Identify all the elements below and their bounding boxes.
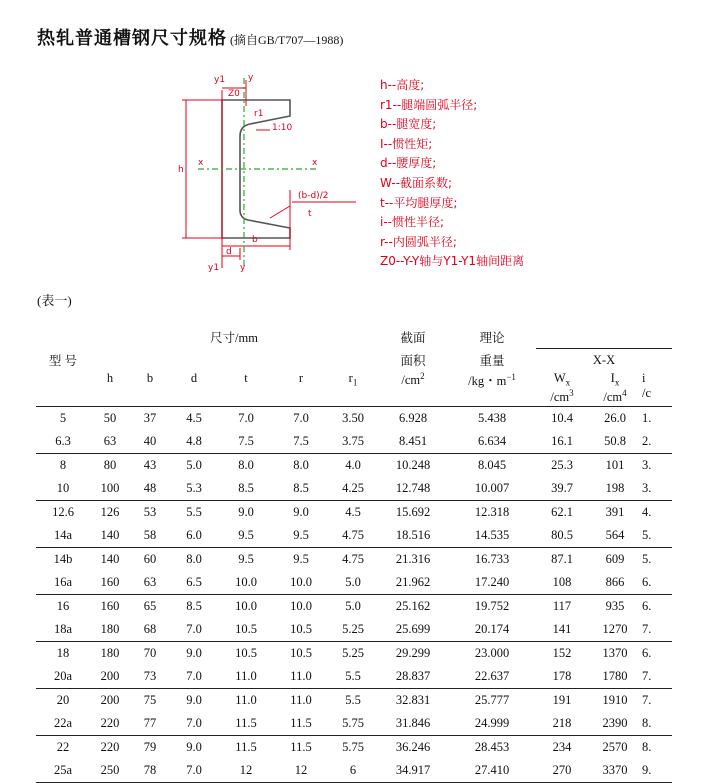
cell-t: 10.5: [235, 646, 257, 660]
header-area-unit: $/cm^2$: [378, 371, 448, 407]
cell-t: 9.5: [238, 552, 254, 566]
cell-h: 200: [100, 693, 120, 707]
cell-area: 18.516: [378, 524, 448, 548]
cell-wx: 218: [536, 712, 588, 736]
cell-r: 12: [274, 759, 328, 783]
cell-r: 11.0: [290, 693, 312, 707]
cell-h: 50: [103, 411, 117, 425]
cell-ix: 1910: [602, 693, 628, 707]
cell-r1: 5.5: [345, 693, 361, 707]
cell-model: 22: [56, 740, 70, 754]
cell-ix: 391: [605, 505, 625, 519]
cell-r: 11.5: [274, 712, 328, 736]
legend-item: Z0--Y-Y轴与Y1-Y1轴间距离: [380, 254, 525, 269]
label-y-bottom: y: [240, 263, 246, 272]
cell-wx: 16.1: [536, 430, 588, 454]
cell-ix: 609: [605, 552, 625, 566]
cell-r: 7.0: [293, 411, 309, 425]
cell-h: 160: [100, 599, 120, 613]
cell-weight: 5.438: [477, 411, 507, 425]
cell-model: 18: [56, 646, 70, 660]
cell-r1: 6: [328, 759, 378, 783]
label-b: b: [252, 235, 258, 245]
cell-r1: 5.0: [345, 599, 361, 613]
cell-ix: 1370: [602, 646, 628, 660]
legend-item: h--高度;: [380, 78, 425, 92]
cell-ix-radius: 4.: [642, 505, 652, 519]
cell-wx: 234: [552, 740, 572, 754]
cell-d: 8.0: [186, 552, 202, 566]
cell-b: 43: [143, 458, 157, 472]
cell-area: 36.246: [395, 740, 431, 754]
cell-d: 7.0: [170, 665, 218, 689]
cell-ix: 935: [605, 599, 625, 613]
cell-d: 9.0: [186, 646, 202, 660]
cell-r1: 5.75: [328, 712, 378, 736]
header-weight-unit: /kg・$m^{-1}$: [448, 371, 536, 407]
cell-r: 7.5: [274, 430, 328, 454]
cell-r1: 4.75: [342, 552, 364, 566]
header-ix: $I_x$ $/cm^4$: [588, 371, 642, 407]
cell-wx: 108: [536, 571, 588, 595]
cell-r: 9.0: [293, 505, 309, 519]
cell-b: 58: [130, 524, 170, 548]
cell-weight: 8.045: [477, 458, 507, 472]
cell-t: 9.0: [238, 505, 254, 519]
cell-b: 60: [143, 552, 157, 566]
cell-area: 25.699: [378, 618, 448, 642]
diagram-labels: [178, 73, 328, 272]
cell-r1: 5.75: [342, 740, 364, 754]
cell-wx: 141: [536, 618, 588, 642]
cell-t: 12: [218, 759, 274, 783]
cell-ix-radius: 8.: [642, 712, 672, 736]
cell-area: 12.748: [378, 477, 448, 501]
cell-weight: 27.410: [448, 759, 536, 783]
cell-weight: 22.637: [448, 665, 536, 689]
cell-wx: 25.3: [551, 458, 573, 472]
dimension-lines: [182, 80, 356, 268]
cell-b: 77: [130, 712, 170, 736]
cell-weight: 24.999: [448, 712, 536, 736]
cell-weight: 25.777: [474, 693, 510, 707]
cell-wx: 87.1: [551, 552, 573, 566]
cell-ix: 2390: [588, 712, 642, 736]
cell-area: 32.831: [395, 693, 431, 707]
cell-h: 100: [90, 477, 130, 501]
cell-area: 21.316: [395, 552, 431, 566]
legend-item: t--平均腿厚度;: [380, 195, 458, 210]
legend-item: b--腿宽度;: [380, 117, 437, 132]
cell-ix-radius: 3.: [642, 458, 652, 472]
cell-b: 73: [130, 665, 170, 689]
table-header: [36, 326, 672, 407]
cell-weight: 20.174: [448, 618, 536, 642]
cell-t: 11.5: [235, 740, 257, 754]
cell-weight: 17.240: [448, 571, 536, 595]
table-row: [36, 736, 672, 760]
symbol-legend: [380, 76, 524, 272]
header-weight-1: 理论: [479, 331, 505, 346]
page-title: [37, 24, 343, 50]
label-x-left: x: [198, 158, 204, 168]
header-d: d: [170, 371, 218, 407]
cell-model: 20: [56, 693, 70, 707]
cell-d: 9.0: [186, 693, 202, 707]
label-r1: r1: [254, 109, 264, 119]
cell-d: 7.0: [170, 618, 218, 642]
table-row: [36, 759, 672, 783]
cell-d: 5.3: [170, 477, 218, 501]
cell-r1: 4.25: [328, 477, 378, 501]
cell-b: 78: [130, 759, 170, 783]
cell-t: 11.5: [218, 712, 274, 736]
table-caption: (表一): [37, 293, 72, 308]
cell-weight: 6.634: [448, 430, 536, 454]
label-d: d: [226, 247, 232, 257]
cell-area: 31.846: [378, 712, 448, 736]
cell-wx: 10.4: [551, 411, 573, 425]
cell-area: 8.451: [378, 430, 448, 454]
header-xx: X-X: [592, 352, 616, 367]
cell-wx: 117: [552, 599, 572, 613]
table-body: [36, 407, 672, 783]
table-row: [36, 477, 672, 501]
cell-weight: 28.453: [474, 740, 510, 754]
table-row: [36, 571, 672, 595]
cell-r1: 4.0: [345, 458, 361, 472]
cell-ix-radius: 9.: [642, 759, 672, 783]
legend-item: r1--腿端圆弧半径;: [380, 97, 478, 112]
table-row: [36, 430, 672, 454]
cell-t: 10.0: [235, 599, 257, 613]
cell-d: 6.5: [170, 571, 218, 595]
cell-model: 25a: [36, 759, 90, 783]
legend-item: d--腰厚度;: [380, 156, 437, 171]
cell-h: 140: [90, 524, 130, 548]
cell-ix: 101: [605, 458, 625, 472]
cell-r1: 5.25: [328, 618, 378, 642]
cell-r: 8.5: [274, 477, 328, 501]
cell-model: 8: [59, 458, 67, 472]
cell-r1: 5.5: [328, 665, 378, 689]
cell-ix: 50.8: [588, 430, 642, 454]
label-slope: 1:10: [272, 123, 293, 133]
cell-model: 14a: [36, 524, 90, 548]
header-b: b: [130, 371, 170, 407]
header-size-group: 尺寸/mm: [210, 331, 258, 346]
label-y1-bottom: y1: [208, 263, 220, 272]
cell-ix-radius: 6.: [642, 646, 652, 660]
cell-h: 140: [100, 552, 120, 566]
header-h: h: [90, 371, 130, 407]
header-ix-radius: i /c: [642, 371, 672, 407]
header-area-1: 截面: [400, 331, 426, 346]
cell-r1: 4.75: [328, 524, 378, 548]
cell-t: 7.0: [238, 411, 254, 425]
legend-item: I--惯性矩;: [380, 136, 433, 151]
cell-weight: 23.000: [474, 646, 510, 660]
cell-model: 5: [59, 411, 67, 425]
cell-b: 79: [143, 740, 157, 754]
cell-b: 65: [143, 599, 157, 613]
cell-d: 7.0: [170, 759, 218, 783]
table-row: [36, 501, 672, 525]
cell-wx: 39.7: [536, 477, 588, 501]
cell-d: 5.0: [186, 458, 202, 472]
header-weight-2: 重量: [479, 353, 505, 368]
table-row: [36, 548, 672, 572]
table-row: [36, 454, 672, 478]
cell-area: 10.248: [395, 458, 431, 472]
header-t: t: [218, 371, 274, 407]
label-y1-top: y1: [214, 75, 226, 85]
cell-t: 7.5: [218, 430, 274, 454]
cell-ix-radius: 3.: [642, 477, 672, 501]
cell-b: 53: [143, 505, 157, 519]
cell-area: 15.692: [395, 505, 431, 519]
cell-d: 4.5: [186, 411, 202, 425]
cell-h: 80: [103, 458, 117, 472]
cell-area: 25.162: [395, 599, 431, 613]
header-r: r: [274, 371, 328, 407]
cell-r: 9.5: [274, 524, 328, 548]
cell-d: 4.8: [170, 430, 218, 454]
table-row: [36, 689, 672, 713]
cell-h: 63: [90, 430, 130, 454]
spec-table: [36, 326, 672, 783]
cell-weight: 16.733: [474, 552, 510, 566]
cell-ix-radius: 7.: [642, 665, 672, 689]
cell-r1: 5.25: [342, 646, 364, 660]
cell-ix-radius: 5.: [642, 552, 652, 566]
cell-b: 63: [130, 571, 170, 595]
cell-t: 10.0: [218, 571, 274, 595]
cell-r1: 3.50: [342, 411, 364, 425]
cell-area: 29.299: [395, 646, 431, 660]
cell-area: 34.917: [378, 759, 448, 783]
cell-t: 10.5: [218, 618, 274, 642]
cell-model: 12.6: [52, 505, 74, 519]
cell-ix: 2570: [602, 740, 628, 754]
title-main: 热轧普通槽钢尺寸规格: [37, 28, 227, 49]
cell-ix: 3370: [588, 759, 642, 783]
table-row: [36, 642, 672, 666]
cell-r: 10.5: [290, 646, 312, 660]
table-row: [36, 524, 672, 548]
cell-wx: 178: [536, 665, 588, 689]
header-area-2: 面积: [400, 353, 426, 368]
cell-b: 70: [143, 646, 157, 660]
cell-weight: 10.007: [448, 477, 536, 501]
table-row: [36, 595, 672, 619]
cell-area: 6.928: [398, 411, 428, 425]
cell-r: 8.0: [293, 458, 309, 472]
cell-ix: 26.0: [604, 411, 626, 425]
cell-model: 10: [36, 477, 90, 501]
cell-weight: 19.752: [474, 599, 510, 613]
label-h: h: [178, 165, 184, 175]
cell-ix-radius: 7.: [642, 618, 672, 642]
cell-ix: 1780: [588, 665, 642, 689]
cell-ix: 564: [588, 524, 642, 548]
cell-model: 22a: [36, 712, 90, 736]
cell-h: 180: [90, 618, 130, 642]
cell-model: 18a: [36, 618, 90, 642]
legend-item: r--内圆弧半径;: [380, 234, 457, 249]
label-x-right: x: [312, 158, 318, 168]
cell-ix: 198: [588, 477, 642, 501]
cell-weight: 14.535: [448, 524, 536, 548]
cell-r: 11.0: [274, 665, 328, 689]
cell-model: 14b: [53, 552, 73, 566]
cell-r: 10.0: [274, 571, 328, 595]
cell-h: 160: [90, 571, 130, 595]
label-z0: Z0: [228, 89, 240, 99]
cell-wx: 270: [536, 759, 588, 783]
table-row: [36, 618, 672, 642]
cell-h: 220: [90, 712, 130, 736]
table-row: [36, 665, 672, 689]
cell-model: 20a: [36, 665, 90, 689]
header-r1: $r_1$: [328, 371, 378, 407]
cell-r: 11.5: [290, 740, 312, 754]
cell-r1: 5.0: [328, 571, 378, 595]
header-model: 型 号: [48, 353, 78, 368]
cell-r1: 4.5: [345, 505, 361, 519]
cell-wx: 62.1: [551, 505, 573, 519]
cell-d: 7.0: [170, 712, 218, 736]
label-y-top: y: [248, 73, 254, 83]
cell-b: 68: [130, 618, 170, 642]
cell-r: 10.0: [290, 599, 312, 613]
table-row: [36, 712, 672, 736]
cell-t: 11.0: [235, 693, 257, 707]
cell-d: 5.5: [186, 505, 202, 519]
cell-t: 8.5: [218, 477, 274, 501]
cell-d: 8.5: [186, 599, 202, 613]
cell-model: 6.3: [36, 430, 90, 454]
cell-b: 37: [143, 411, 157, 425]
cell-ix: 866: [588, 571, 642, 595]
cell-area: 21.962: [378, 571, 448, 595]
table-row: [36, 407, 672, 431]
cell-t: 8.0: [238, 458, 254, 472]
cell-r: 9.5: [293, 552, 309, 566]
cell-b: 40: [130, 430, 170, 454]
cell-ix-radius: 7.: [642, 693, 652, 707]
cell-h: 180: [100, 646, 120, 660]
cell-wx: 80.5: [536, 524, 588, 548]
cell-r1: 3.75: [328, 430, 378, 454]
cell-ix: 1270: [588, 618, 642, 642]
cell-model: 16a: [36, 571, 90, 595]
cell-area: 28.837: [378, 665, 448, 689]
cell-ix-radius: 6.: [642, 571, 672, 595]
cell-h: 220: [100, 740, 120, 754]
cell-wx: 191: [552, 693, 572, 707]
title-standard-note: (摘自GB/T707—1988): [230, 33, 344, 47]
cell-t: 11.0: [218, 665, 274, 689]
cell-t: 9.5: [218, 524, 274, 548]
cell-b: 48: [130, 477, 170, 501]
cell-model: 16: [56, 599, 70, 613]
label-formula: (b-d)/2: [298, 191, 329, 201]
cell-d: 6.0: [170, 524, 218, 548]
cell-r: 10.5: [274, 618, 328, 642]
cell-b: 75: [143, 693, 157, 707]
cell-weight: 12.318: [474, 505, 510, 519]
cell-ix-radius: 6.: [642, 599, 652, 613]
cell-d: 9.0: [186, 740, 202, 754]
cell-h: 250: [90, 759, 130, 783]
legend-item: W--截面系数;: [380, 175, 453, 190]
header-wx: $W_x$ $/cm^3$: [536, 371, 588, 407]
cell-ix-radius: 2.: [642, 430, 672, 454]
cell-ix-radius: 8.: [642, 740, 652, 754]
legend-item: i--惯性半径;: [380, 215, 445, 230]
cell-h: 200: [90, 665, 130, 689]
cell-wx: 152: [552, 646, 572, 660]
cell-h: 126: [100, 505, 120, 519]
label-t: t: [308, 209, 312, 219]
cell-ix-radius: 5.: [642, 524, 672, 548]
cell-ix-radius: 1.: [642, 411, 652, 425]
